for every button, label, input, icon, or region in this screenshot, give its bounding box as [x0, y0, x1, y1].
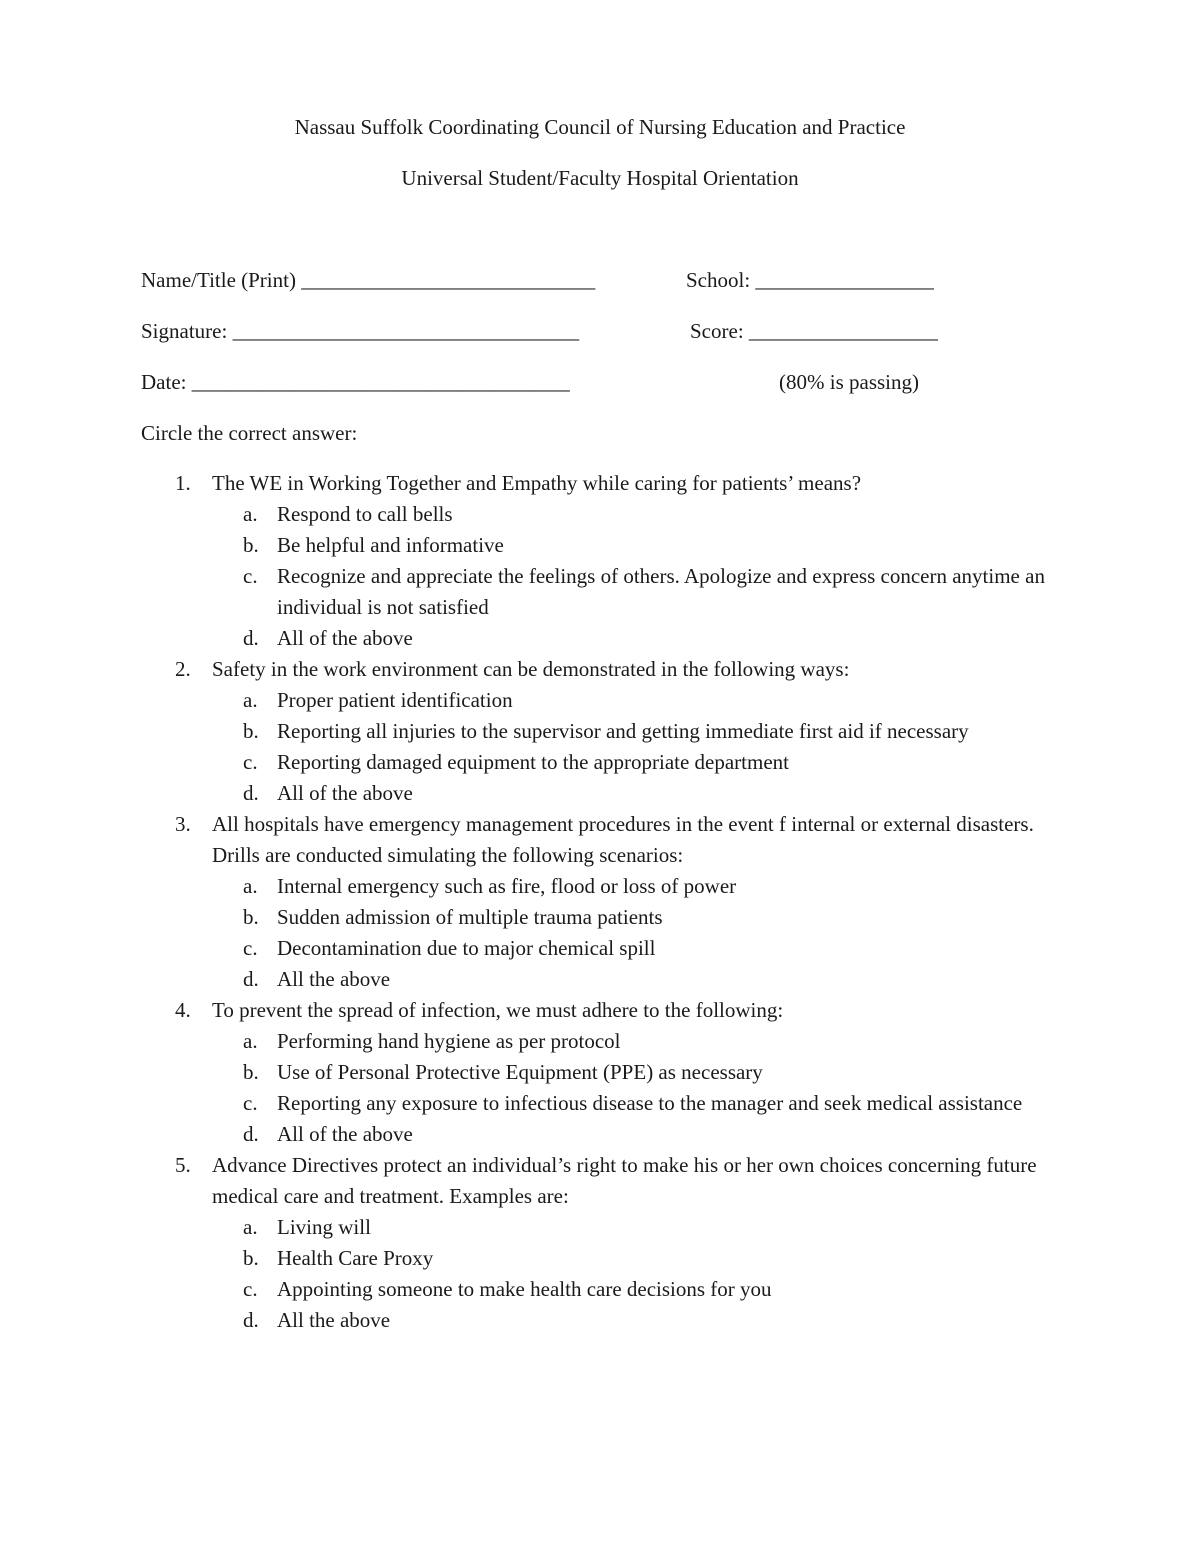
option-list — [212, 685, 1080, 809]
option-text: Internal emergency such as fire, flood or loss of power — [277, 874, 737, 898]
instruction-text: Circle the correct answer: — [141, 421, 358, 445]
option-letter: b. — [243, 719, 259, 743]
option-letter: d. — [243, 781, 259, 805]
question-1 — [0, 468, 1200, 654]
question-2 — [0, 654, 1200, 809]
option-letter: a. — [243, 874, 258, 898]
option-letter: b. — [243, 533, 259, 557]
option-d — [212, 1119, 1080, 1150]
option-text: Living will — [277, 1215, 371, 1239]
option-d — [212, 1305, 1080, 1336]
option-letter: a. — [243, 688, 258, 712]
option-text: Sudden admission of multiple trauma patients — [277, 905, 663, 929]
option-letter: a. — [243, 1215, 258, 1239]
option-d — [212, 778, 1080, 809]
school-field: School: _________________ — [686, 268, 934, 292]
option-letter: d. — [243, 626, 259, 650]
option-letter: c. — [243, 564, 258, 588]
option-text: Be helpful and informative — [277, 533, 504, 557]
option-b — [212, 716, 1080, 747]
option-c — [212, 1274, 1080, 1305]
question-5 — [0, 1150, 1200, 1336]
orientation-title: Universal Student/Faculty Hospital Orientation — [401, 166, 799, 190]
option-text: Reporting any exposure to infectious disease to the manager and seek medical assistance — [277, 1091, 1023, 1115]
option-c — [212, 933, 1080, 964]
option-text: Recognize and appreciate the feelings of others. Apologize and express concern anytime an individual is not satisfied — [277, 564, 1045, 619]
question-number: 5. — [175, 1153, 191, 1177]
name-title-field: Name/Title (Print) ____________________________ — [141, 268, 596, 292]
option-letter: c. — [243, 750, 258, 774]
question-text: All hospitals have emergency management procedures in the event f internal or external disasters. Drills are conducted simulating the following scenarios: — [212, 812, 1034, 867]
question-text: To prevent the spread of infection, we must adhere to the following: — [212, 998, 784, 1022]
option-a — [212, 685, 1080, 716]
option-a — [212, 1026, 1080, 1057]
option-text: All of the above — [277, 781, 413, 805]
question-4 — [0, 995, 1200, 1150]
question-list — [0, 468, 1200, 1336]
option-text: Decontamination due to major chemical spill — [277, 936, 656, 960]
score-field: Score: __________________ — [690, 319, 938, 343]
question-3 — [0, 809, 1200, 995]
option-letter: d. — [243, 1308, 259, 1332]
option-letter: b. — [243, 1246, 259, 1270]
date-field: Date: ____________________________________ — [141, 370, 570, 394]
option-letter: c. — [243, 1277, 258, 1301]
option-b — [212, 1243, 1080, 1274]
passing-note: (80% is passing) — [779, 370, 919, 394]
option-a — [212, 1212, 1080, 1243]
question-number: 2. — [175, 657, 191, 681]
option-text: All of the above — [277, 626, 413, 650]
option-text: Health Care Proxy — [277, 1246, 434, 1270]
option-b — [212, 1057, 1080, 1088]
option-b — [212, 902, 1080, 933]
question-text: Advance Directives protect an individual’s right to make his or her own choices concerning future medical care and treatment. Examples are: — [212, 1153, 1037, 1208]
question-number: 1. — [175, 471, 191, 495]
option-text: All of the above — [277, 1122, 413, 1146]
option-list — [212, 1212, 1080, 1336]
option-letter: b. — [243, 1060, 259, 1084]
option-b — [212, 530, 1080, 561]
option-letter: a. — [243, 502, 258, 526]
option-text: All the above — [277, 1308, 391, 1332]
option-letter: d. — [243, 1122, 259, 1146]
option-letter: b. — [243, 905, 259, 929]
signature-field: Signature: _________________________________ — [141, 319, 580, 343]
option-text: Use of Personal Protective Equipment (PPE) as necessary — [277, 1060, 763, 1084]
question-text: Safety in the work environment can be demonstrated in the following ways: — [212, 657, 850, 681]
question-number: 3. — [175, 812, 191, 836]
option-list — [212, 871, 1080, 995]
question-number: 4. — [175, 998, 191, 1022]
question-text: The WE in Working Together and Empathy while caring for patients’ means? — [212, 471, 862, 495]
option-letter: d. — [243, 967, 259, 991]
option-c — [212, 1088, 1080, 1119]
option-c — [212, 561, 1080, 623]
option-text: Respond to call bells — [277, 502, 453, 526]
option-text: Proper patient identification — [277, 688, 513, 712]
option-d — [212, 964, 1080, 995]
option-text: All the above — [277, 967, 391, 991]
option-text: Performing hand hygiene as per protocol — [277, 1029, 621, 1053]
option-letter: a. — [243, 1029, 258, 1053]
option-c — [212, 747, 1080, 778]
option-a — [212, 499, 1080, 530]
option-text: Appointing someone to make health care decisions for you — [277, 1277, 772, 1301]
council-title: Nassau Suffolk Coordinating Council of Nursing Education and Practice — [294, 115, 906, 139]
option-list — [212, 499, 1080, 654]
option-letter: c. — [243, 1091, 258, 1115]
option-text: Reporting damaged equipment to the appropriate department — [277, 750, 789, 774]
option-text: Reporting all injuries to the supervisor and getting immediate first aid if necessary — [277, 719, 969, 743]
option-a — [212, 871, 1080, 902]
option-d — [212, 623, 1080, 654]
option-letter: c. — [243, 936, 258, 960]
option-list — [212, 1026, 1080, 1150]
